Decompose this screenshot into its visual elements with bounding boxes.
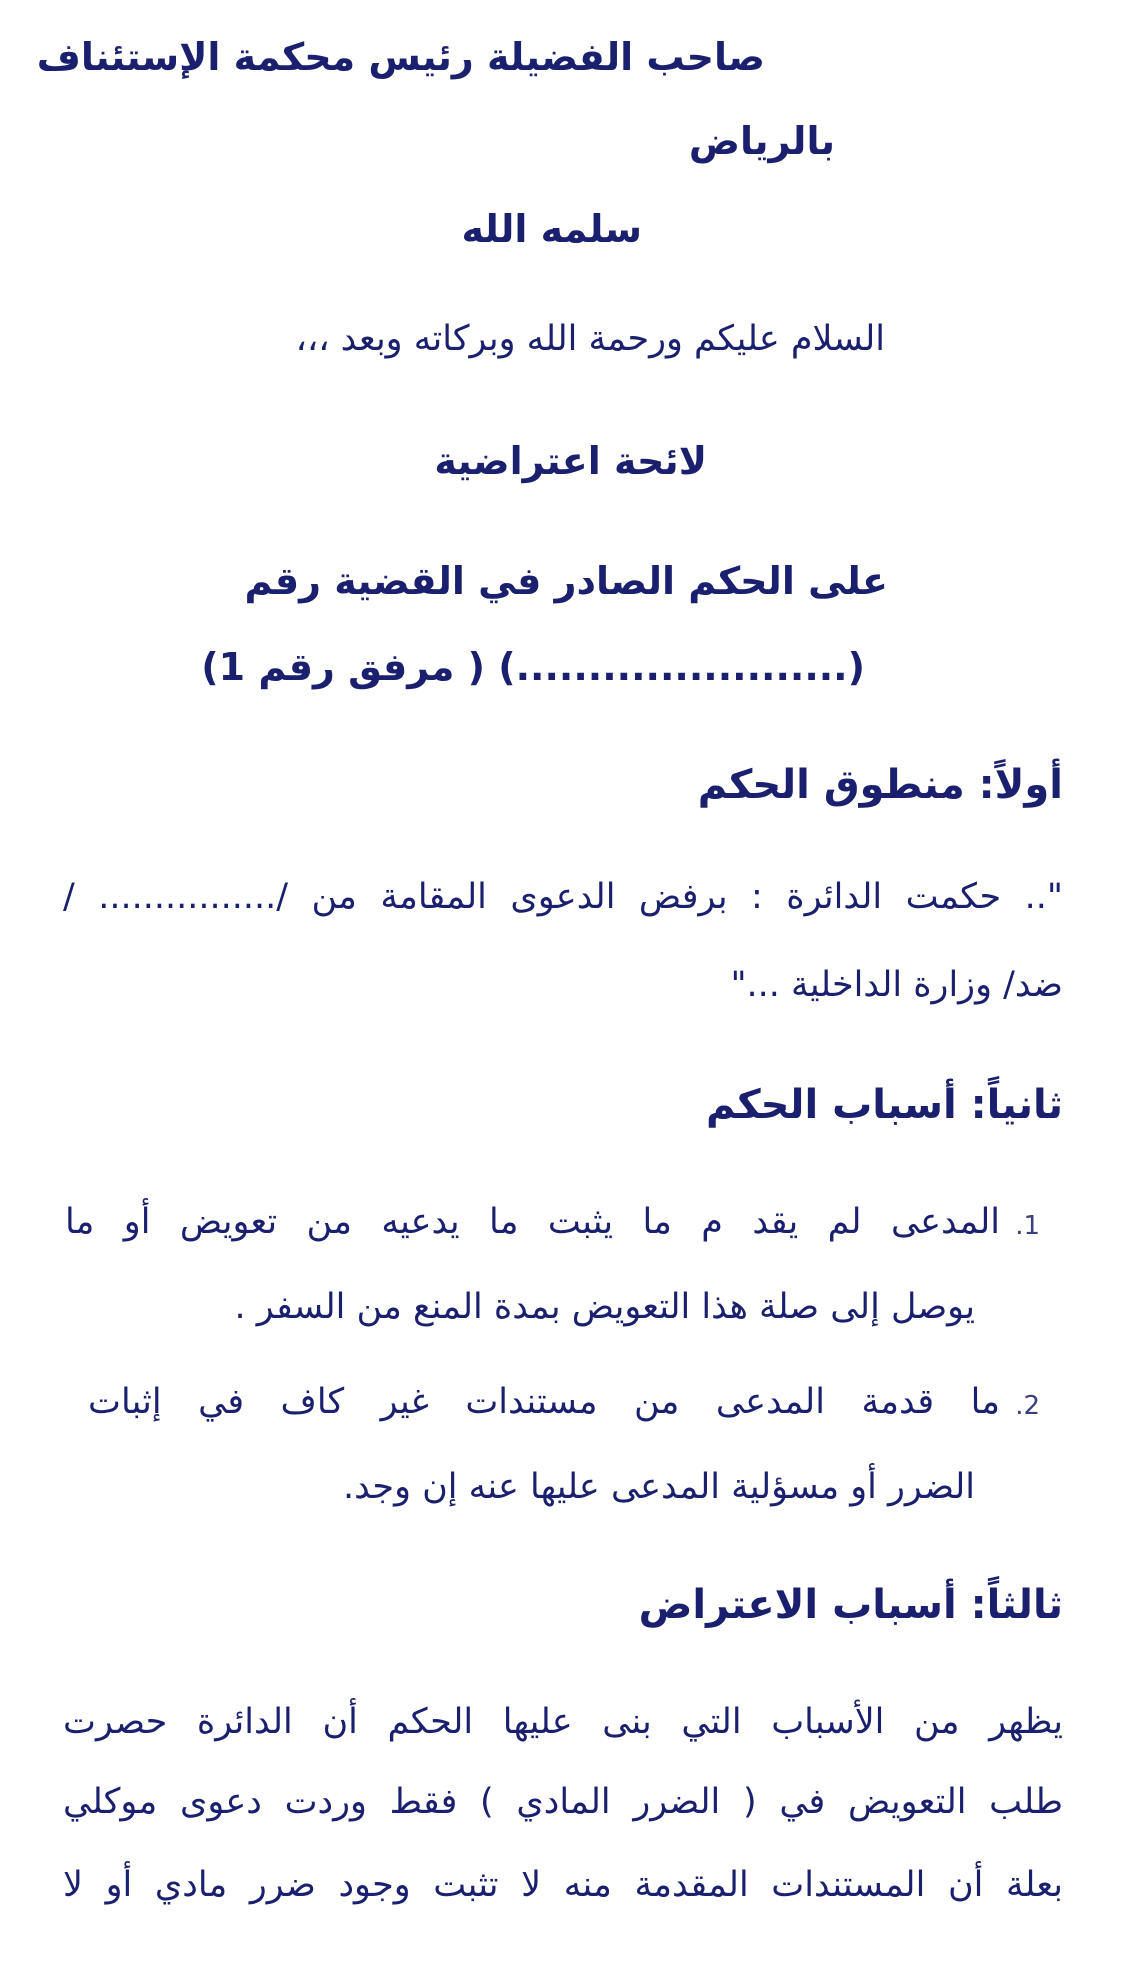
addressee-line-2: بالرياض [688, 119, 835, 163]
list-item [60, 1202, 1040, 1242]
list-item-line-1: ما قدمة المدعى من مستندات غير كاف في إثبات [88, 1382, 1000, 1422]
list-item-line-2: الضرر أو مسؤلية المدعى عليها عنه إن وجد. [342, 1467, 975, 1507]
document-subtitle-line-1: على الحكم الصادر في القضية رقم [244, 559, 888, 603]
salutation: السلام عليكم ورحمة الله وبركاته وبعد ،،، [295, 319, 885, 359]
list-item-number: 1. [1015, 1211, 1040, 1241]
ruling-text-line-2: ضد/ وزارة الداخلية ..." [730, 965, 1063, 1005]
section-heading-ruling-reasons: ثانياً: أسباب الحكم [705, 1082, 1063, 1128]
addressee-line-1: صاحب الفضيلة رئيس محكمة الإستئناف [36, 35, 765, 79]
list-item-line-1: المدعى لم يقد م ما يثبت ما يدعيه من تعويض أو ما [65, 1202, 1000, 1242]
section-heading-ruling: أولاً: منطوق الحكم [697, 762, 1063, 808]
list-item-line-2: يوصل إلى صلة هذا التعويض بمدة المنع من السفر . [234, 1287, 975, 1327]
ruling-text-line-1: ".. حكمت الدائرة : برفض الدعوى المقامة من /................ / [63, 877, 1063, 917]
greeting-short: سلمه الله [461, 207, 642, 251]
section-heading-objection-reasons: ثالثاً: أسباب الاعتراض [638, 1582, 1063, 1628]
objection-text-line-2: طلب التعويض في ( الضرر المادي ) فقط وردت دعوى موكلي [63, 1782, 1063, 1822]
objection-text-line-1: يظهر من الأسباب التي بنى عليها الحكم أن الدائرة حصرت [63, 1702, 1063, 1742]
document-title: لائحة اعتراضية [434, 439, 707, 483]
objection-text-line-3: بعلة أن المستندات المقدمة منه لا تثبت وجود ضرر مادي أو لا [63, 1865, 1063, 1905]
document-subtitle-line-2: (.......................) ( مرفق رقم 1) [201, 645, 865, 689]
list-item-number: 2. [1015, 1391, 1040, 1421]
list-item [60, 1382, 1040, 1422]
